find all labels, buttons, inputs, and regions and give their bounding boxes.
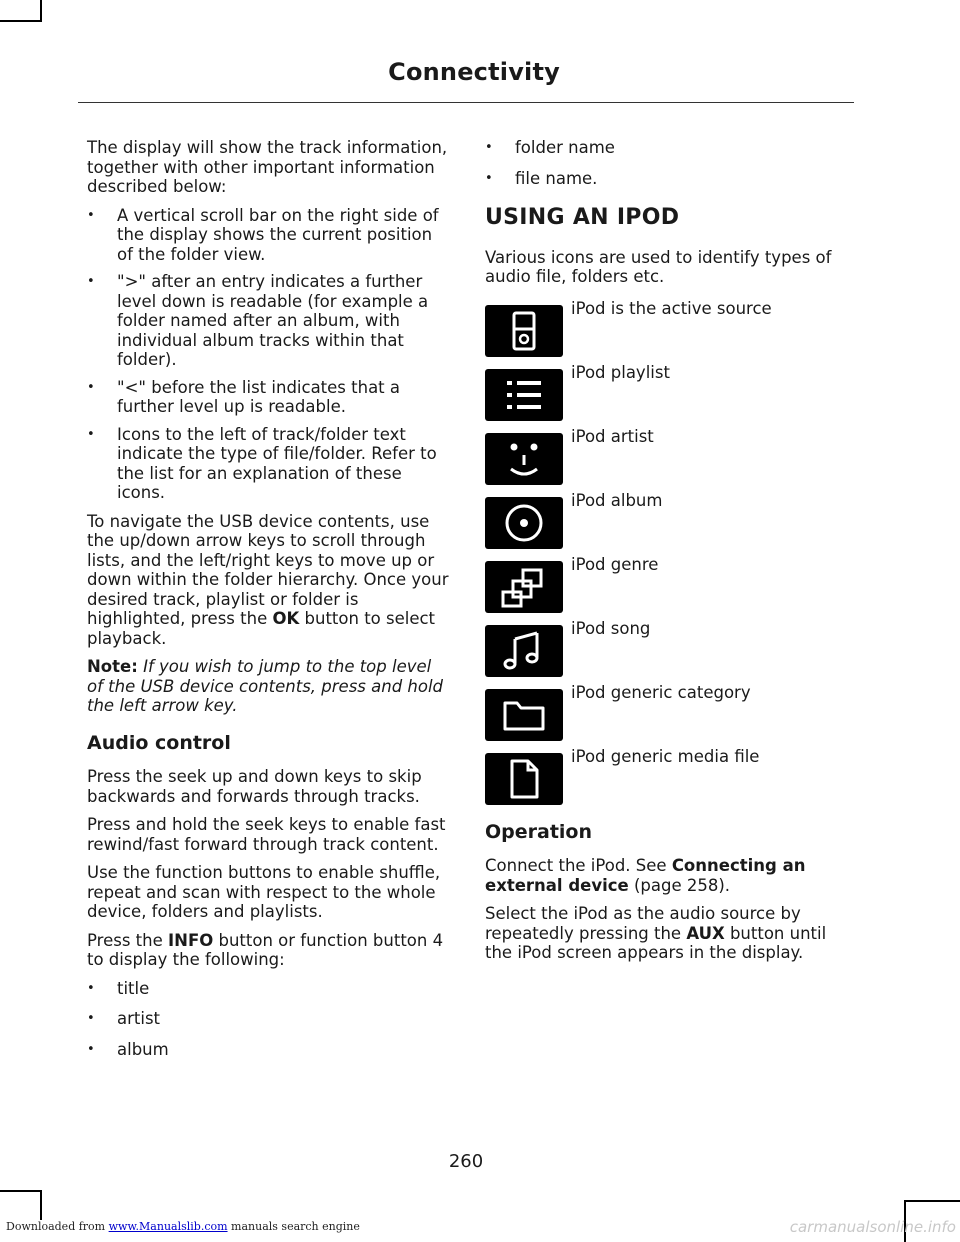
info-paragraph: Press the INFO button or function button 4 to display the following: [87,930,444,969]
list-item: • album [87,1040,449,1060]
audio-paragraph: Press the seek up and down keys to skip backwards and forwards through tracks. [87,767,422,806]
crop-mark [0,1190,40,1192]
navigate-paragraph: To navigate the USB device contents, use the up/down arrow keys to scroll through lists, and the left/right keys to move up or down within the folder hierarchy. Once your desired track, playlist or folder is highlighted, press the OK button to select playback. [87,511,449,648]
audio-paragraph: Press and hold the seek keys to enable fast rewind/fast forward through track content. [87,815,446,854]
list-item: • artist [87,1009,449,1029]
crop-mark [906,1200,960,1202]
icon-label: iPod generic category [571,682,751,702]
icon-row [485,490,850,561]
icon-row [485,746,850,817]
ipod-intro: Various icons are used to identify types of audio file, folders etc. [485,247,832,286]
note-text: If you wish to jump to the top level of the USB device contents, press and hold the left arrow key. [87,657,444,715]
ipod-device-icon [485,305,563,357]
manualslib-link[interactable]: www.Manualslib.com [108,1220,228,1233]
operation-heading: Operation [485,820,593,843]
icon-row [485,426,850,497]
connect-paragraph: Connect the iPod. See Connecting an external device (page 258). [485,856,806,895]
ok-key: OK [272,609,300,628]
connect-link[interactable]: Connecting an external device [485,856,806,895]
footer: Downloaded from www.Manualslib.com manuals search engine [6,1220,360,1233]
icon-label: iPod genre [571,554,659,574]
song-icon [485,625,563,677]
folder-icon [485,689,563,741]
page-header-title: Connectivity [388,58,560,86]
artist-icon [485,433,563,485]
page-number: 260 [448,1151,484,1172]
icon-row [485,362,850,433]
file-icon [485,753,563,805]
icon-label: iPod song [571,618,651,638]
note-paragraph [87,657,449,716]
album-icon [485,497,563,549]
audio-control-heading: Audio control [87,731,231,754]
info-key: INFO [168,930,214,950]
info-items-list [87,979,449,1060]
display-info-list [87,206,449,503]
list-item: • A vertical scroll bar on the right side of the display shows the current position of the folder view. [87,206,449,265]
list-item: • "<" before the list indicates that a further level up is readable. [87,378,449,417]
list-item: • Icons to the left of track/folder text indicate the type of file/folder. Refer to the list for an explanation of these icons. [87,425,449,503]
icon-row [485,298,850,369]
left-column [87,138,449,1070]
right-column [485,138,850,972]
info-items-continued [485,138,850,188]
using-ipod-heading: USING AN IPOD [485,205,680,230]
icon-label: iPod generic media file [571,746,760,766]
audio-paragraph: Use the function buttons to enable shuffle, repeat and scan with respect to the whole device, folders and playlists. [87,863,441,921]
list-item: • title [87,979,449,999]
aux-key: AUX [686,923,725,943]
note-label: Note: [87,657,138,676]
icon-row [485,682,850,753]
genre-icon [485,561,563,613]
icon-label: iPod artist [571,426,654,446]
list-item: • file name. [485,169,850,189]
crop-mark [40,1190,42,1220]
crop-mark [0,20,40,22]
crop-mark [40,0,42,22]
header-divider [78,102,854,103]
select-paragraph: Select the iPod as the audio source by repeatedly pressing the AUX button until the iPod screen appears in the display. [485,904,827,962]
playlist-icon [485,369,563,421]
watermark: carmanualsonline.info [789,1218,956,1236]
icon-label: iPod playlist [571,362,670,382]
icon-row [485,554,850,625]
icon-label: iPod album [571,490,663,510]
icon-label: iPod is the active source [571,298,772,318]
list-item: • folder name [485,138,850,158]
icon-row [485,618,850,689]
list-item: • ">" after an entry indicates a further level down is readable (for example a folder named after an album, with individual album tracks within that folder). [87,272,449,370]
intro-paragraph: The display will show the track information, together with other important information described below: [87,138,448,196]
